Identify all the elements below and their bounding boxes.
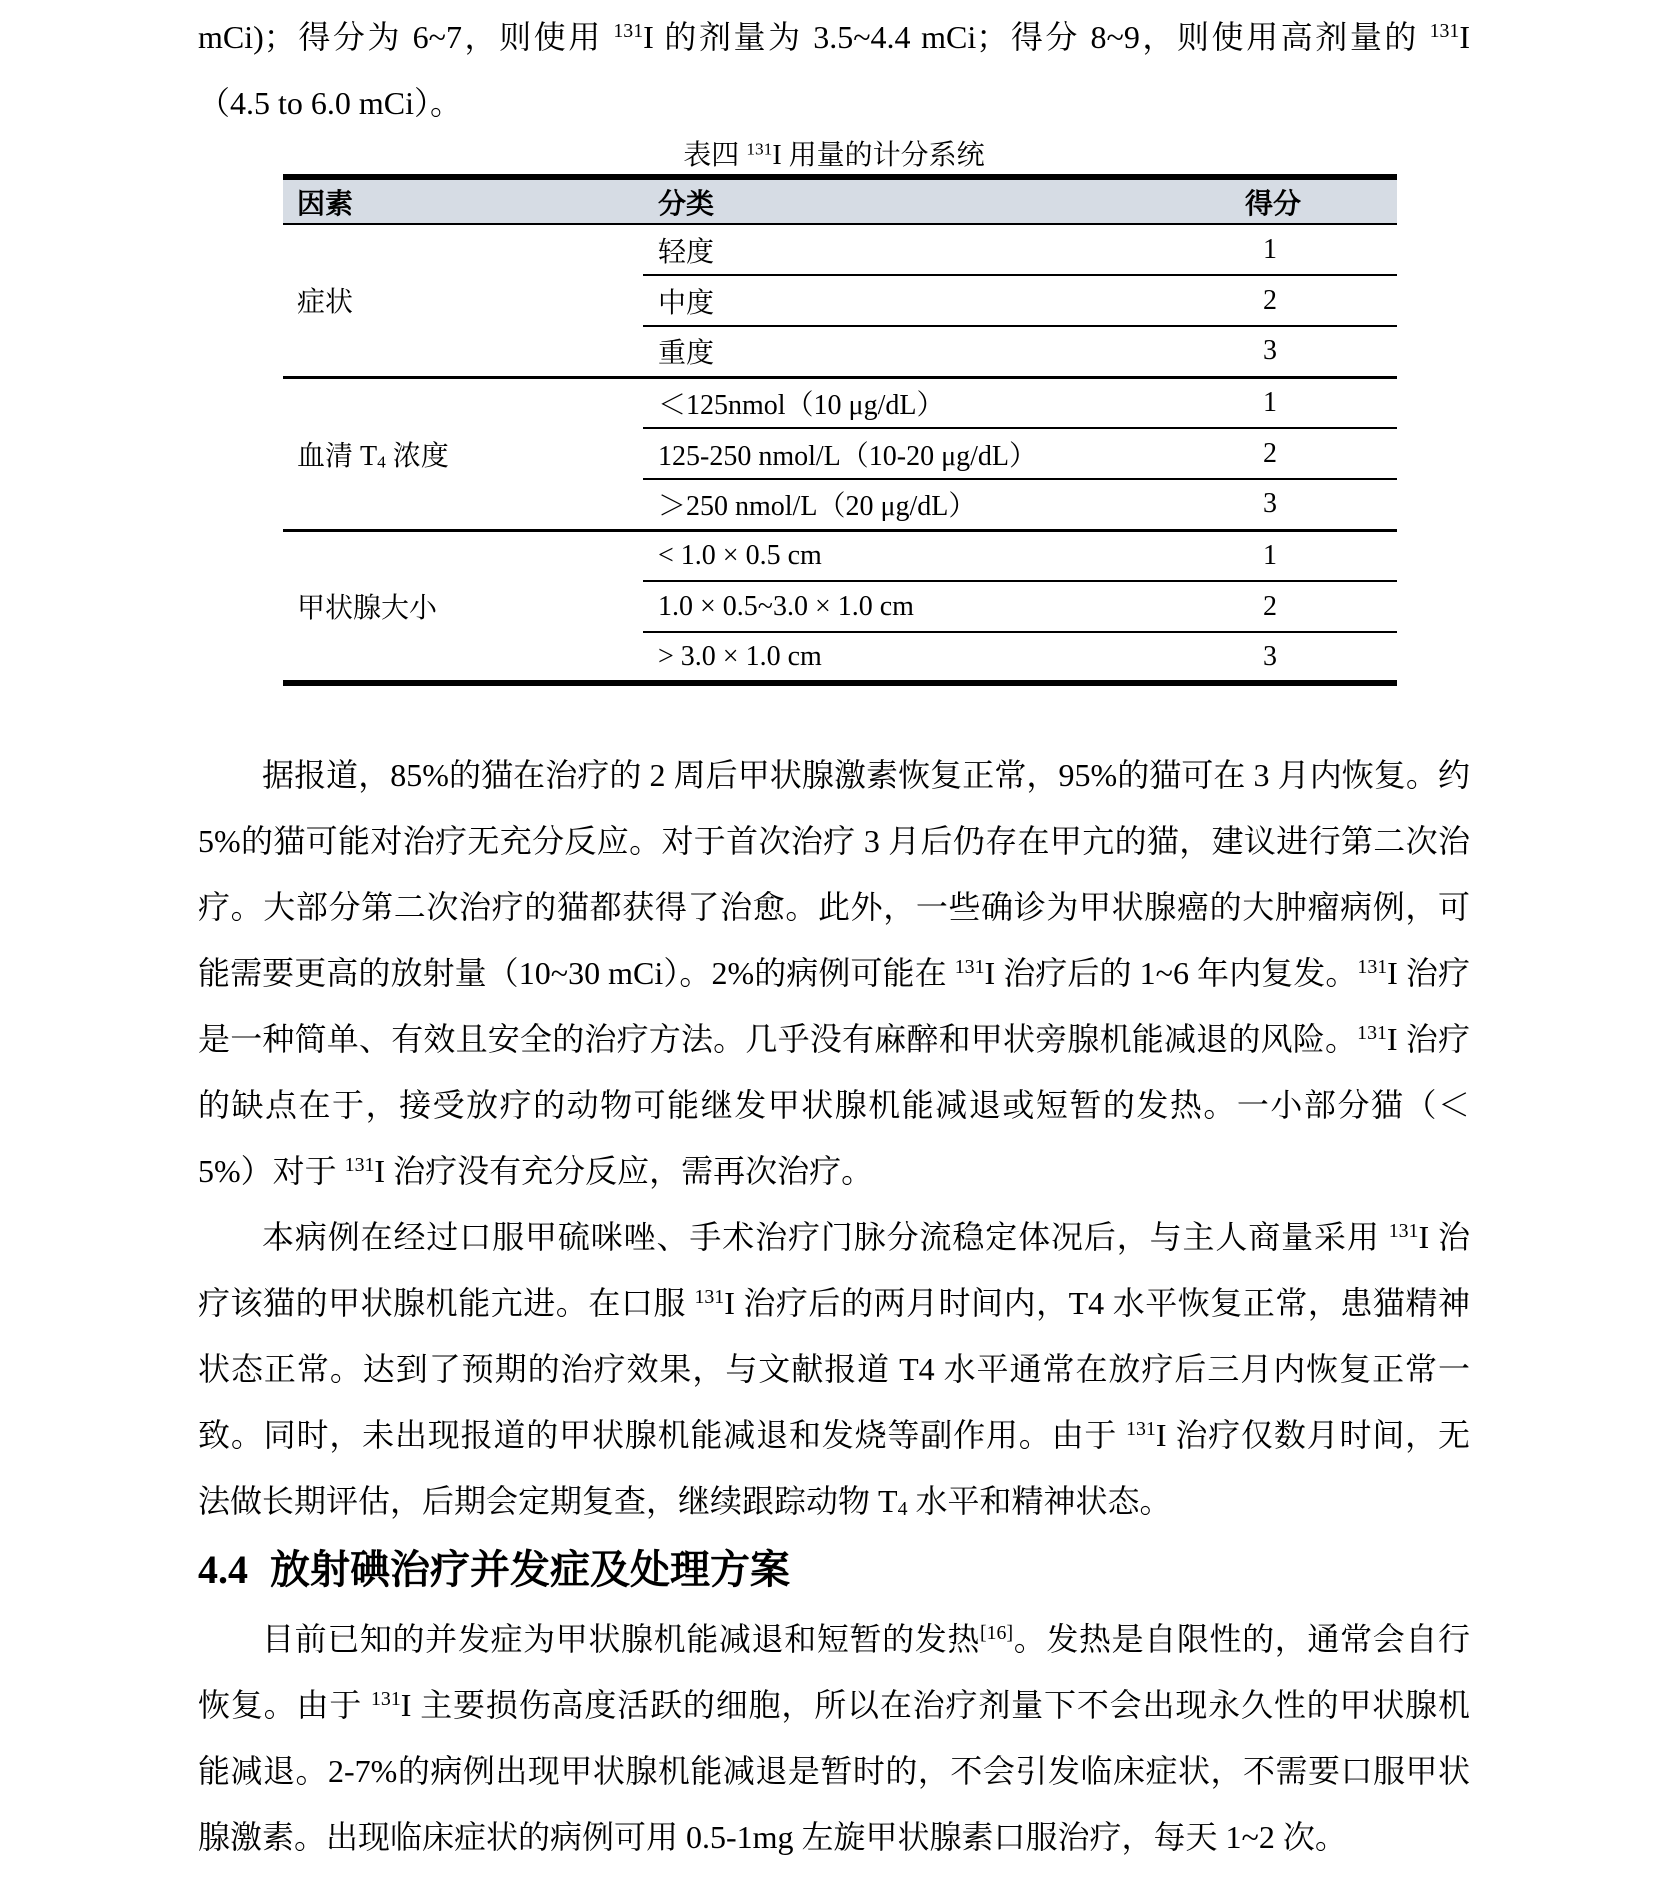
score-cell: 2: [1245, 428, 1397, 479]
category-cell: 重度: [643, 326, 1245, 377]
category-cell: 中度: [643, 275, 1245, 326]
section-heading-4-4: [198, 1542, 1470, 1598]
factor-cell-symptoms: 症状: [283, 224, 643, 377]
intro-paragraph: [198, 0, 1470, 136]
page-content: [198, 0, 1470, 1870]
table-row: [283, 530, 1397, 581]
category-cell: < 1.0 × 0.5 cm: [643, 530, 1245, 581]
category-cell: ＜125nmol（10 μg/dL）: [643, 377, 1245, 428]
score-cell: 1: [1245, 224, 1397, 275]
section-title: 放射碘治疗并发症及处理方案: [270, 1548, 790, 1592]
factor-cell-serum-t4: 血清 $T_4$ 浓度: [283, 377, 643, 530]
header-category: 分类: [643, 177, 1245, 224]
score-cell: 3: [1245, 479, 1397, 530]
category-cell: > 3.0 × 1.0 cm: [658, 640, 822, 672]
factor-cell-thyroid-size: 甲状腺大小: [297, 592, 438, 624]
scoring-table: [283, 174, 1397, 686]
section-number: 4.4: [198, 1547, 248, 1592]
category-cell: 125-250 nmol/L（10-20 μg/dL）: [643, 428, 1245, 479]
category-cell: 1.0 × 0.5~3.0 × 1.0 cm: [643, 581, 1245, 632]
paragraph-case-treatment: 本病例在经过口服甲硫咪唑、手术治疗门脉分流稳定体况后，与主人商量采用 $^{131}$I 治疗该猫的甲状腺机能亢进。在口服 $^{131}$I 治疗后的两月时间内，T4 水平恢复正常，患猫精神状态正常。达到了预期的治疗效果，与文献报道 T4 水平通常在放疗后三月内恢复正常一致。同时，未出现报道的甲状腺机能减退和发烧等副作用。由于 $^{131}$I 治疗仅数月时间，无法做长期评估，后期会定期复查，继续跟踪动物 $T_4$ 水平和精神状态。: [198, 1219, 1470, 1520]
intro-line-1: mCi)；得分为 6~7，则使用 $^{131}$I 的剂量为 3.5~4.4 mCi；得分 8~9，则使用高剂量的 $^{131}$I: [198, 19, 1470, 55]
score-cell: 2: [1245, 581, 1397, 632]
header-factor: 因素: [283, 177, 643, 224]
table-header-row: [283, 177, 1397, 224]
intro-line-2: （4.5 to 6.0 mCi）。: [198, 85, 463, 121]
score-cell: 3: [1263, 640, 1277, 672]
table-caption: 表四 $^{131}$I 用量的计分系统: [683, 139, 985, 171]
score-cell: 2: [1245, 275, 1397, 326]
category-cell: ＞250 nmol/L（20 μg/dL）: [643, 479, 1245, 530]
header-score: 得分: [1245, 177, 1397, 224]
score-cell: 1: [1245, 530, 1397, 581]
table-row: [283, 377, 1397, 428]
score-cell: 3: [1245, 326, 1397, 377]
table-row: [283, 224, 1397, 275]
paragraph-treatment-outcomes: 据报道，85%的猫在治疗的 2 周后甲状腺激素恢复正常，95%的猫可在 3 月内恢复。约 5%的猫可能对治疗无充分反应。对于首次治疗 3 月后仍存在甲亢的猫，建议进行第二次治疗。大部分第二次治疗的猫都获得了治愈。此外，一些确诊为甲状腺癌的大肿瘤病例，可能需要更高的放射量（10~30 mCi）。2%的病例可能在 $^{131}$I 治疗后的 1~6 年内复发。$^{131}$I 治疗是一种简单、有效且安全的治疗方法。几乎没有麻醉和甲状旁腺机能减退的风险。$^{131}$I 治疗的缺点在于，接受放疗的动物可能继发甲状腺机能减退或短暂的发热。一小部分猫（＜5%）对于 $^{131}$I 治疗没有充分反应，需再次治疗。: [198, 757, 1470, 1189]
paragraph-complications: 目前已知的并发症为甲状腺机能减退和短暂的发热[16]。发热是自限性的，通常会自行恢复。由于 $^{131}$I 主要损伤高度活跃的细胞，所以在治疗剂量下不会出现永久性的甲状腺机能减退。2-7%的病例出现甲状腺机能减退是暂时的，不会引发临床症状，不需要口服甲状腺激素。出现临床症状的病例可用 0.5-1mg 左旋甲状腺素口服治疗，每天 1~2 次。: [198, 1621, 1470, 1855]
score-cell: 1: [1245, 377, 1397, 428]
category-cell: 轻度: [643, 224, 1245, 275]
